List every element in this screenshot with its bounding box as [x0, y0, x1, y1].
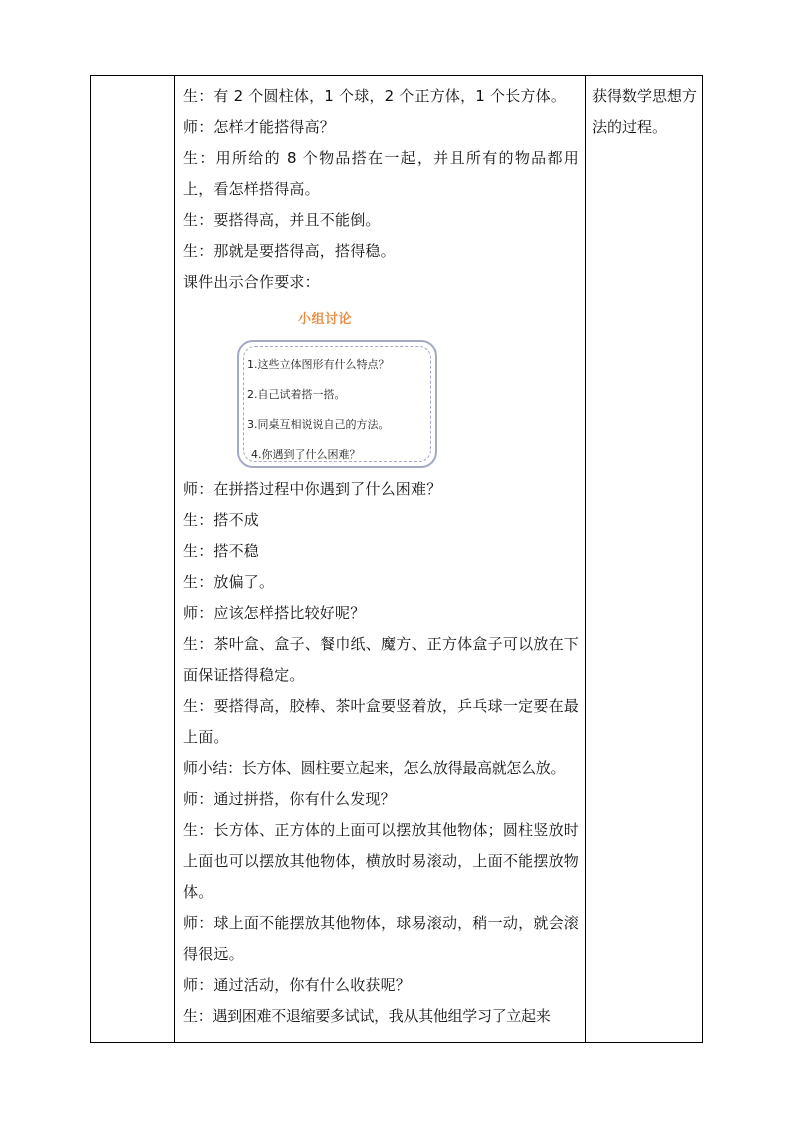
- dialogue-line: 师：在拼搭过程中你遇到了什么困难？: [183, 480, 442, 498]
- dialogue-line: 生：放偏了。: [183, 573, 275, 591]
- dialogue-line: 师：通过拼搭，你有什么发现？: [183, 790, 396, 808]
- dialogue-line: 生：搭不成: [183, 511, 260, 529]
- design-intent-note: 获得数学思想方法的过程。: [592, 87, 698, 136]
- dialogue-line: 生：遇到困难不退缩要多试试，我从其他组学习了立起来: [183, 1007, 551, 1025]
- discussion-item: 3.同桌互相说说自己的方法。: [247, 418, 390, 431]
- design-intent-cell: [586, 76, 704, 1042]
- dialogue-line: 师：怎样才能搭得高？: [183, 118, 336, 136]
- dialogue-line: 师小结：长方体、圆柱要立起来，怎么放得最高就怎么放。: [183, 759, 566, 777]
- dialogue-line: 课件出示合作要求：: [183, 273, 320, 291]
- dialogue-line: 生：茶叶盒、盒子、餐巾纸、魔方、正方体盒子可以放在下面保证搭得稳定。: [183, 635, 579, 684]
- dialogue-line: 生：搭不稳: [183, 542, 260, 560]
- dialogue-line: 生：有 2 个圆柱体，1 个球，2 个正方体，1 个长方体。: [183, 87, 567, 105]
- discussion-item: 2.自己试着搭一搭。: [247, 388, 346, 401]
- dialogue-line: 师：通过活动，你有什么收获呢？: [183, 976, 412, 994]
- discussion-item: 4.你遇到了什么困难？: [251, 448, 361, 461]
- dialogue-line: 师：球上面不能摆放其他物体，球易滚动，稍一动，就会滚得很远。: [183, 914, 579, 963]
- dialogue-line: 师：应该怎样搭比较好呢？: [183, 604, 366, 622]
- dialogue-line: 生：要搭得高，胶棒、茶叶盒要竖着放，乒乓球一定要在最上面。: [183, 697, 579, 746]
- discussion-item: 1.这些立体图形有什么特点？: [247, 358, 390, 371]
- dialogue-line: 生：那就是要搭得高，搭得稳。: [183, 242, 396, 260]
- discussion-box: [237, 340, 437, 468]
- teaching-process-cell: [175, 76, 586, 1042]
- dialogue-line: 生：长方体、正方体的上面可以摆放其他物体；圆柱竖放时上面也可以摆放其他物体，横放时易滚动，上面不能摆放物体。: [183, 821, 579, 901]
- empty-left-cell: [91, 76, 175, 1042]
- discussion-title: 小组讨论: [298, 312, 353, 327]
- group-discussion-figure: [183, 302, 579, 474]
- dialogue-line: 生：要搭得高，并且不能倒。: [183, 211, 381, 229]
- lesson-plan-table: [90, 75, 703, 1043]
- dialogue-line: 生：用所给的 8 个物品搭在一起，并且所有的物品都用上，看怎样搭得高。: [183, 149, 579, 198]
